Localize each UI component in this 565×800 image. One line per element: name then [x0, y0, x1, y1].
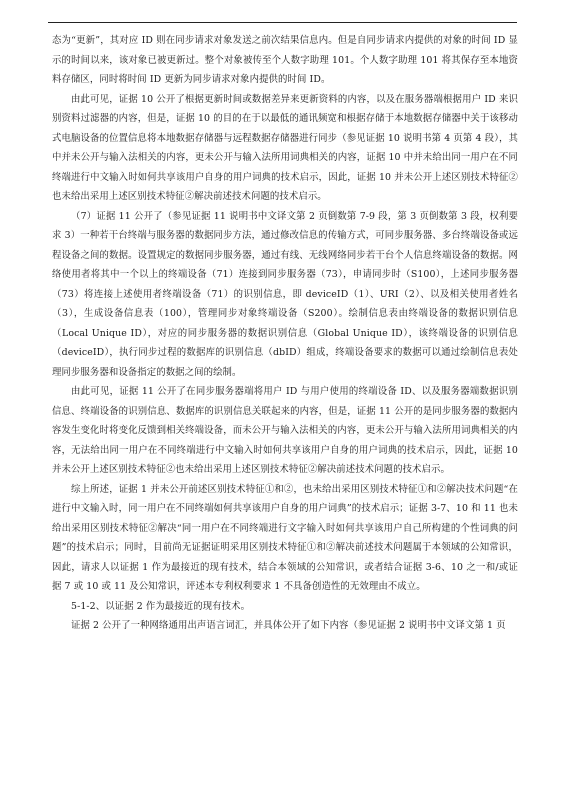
header-rule — [48, 22, 517, 23]
section-heading: 5-1-2、以证据 2 作为最接近的现有技术。 — [71, 600, 251, 612]
paragraph-1: 态为“更新”，其对应 ID 则在同步请求对象发送之前次结果信息内。但是自同步请求内提供的对象的时间 ID 显示的时间以来，该对象已被更新过。整个对象被传至个人数字助理 101。个人数字助理 101 将其保存至本地资料存储区，同时将时间 ID 更新为同步请求对象内提供的时间 ID。 — [52, 35, 518, 85]
paragraph-6: 证据 2 公开了一种网络通用出声语言词汇，并具体公开了如下内容（参见证据 2 说明书中文译文第 1 页 — [71, 620, 506, 631]
paragraph-3: （7）证据 11 公开了（参见证据 11 说明书中文译文第 2 页倒数第 7-9 段，第 3 页倒数第 3 段，权利要求 3）一种若干台终端与服务器的数据同步方法，通过修改信息的传输方式，可同步服务器、多台终端设备或远程设备之间的数据。设置规定的数据同步服务器，通过有线、无线网络同步若干台个人信息终端设备的数据。网络使用者将其中一个以上的终端设备（71）连接到同步服务器（73），申请同步时（S100），上述同步服务器（73）将连接上述使用者终端设备（71）的识别信息，即 deviceID（1）、URI（2）、以及相关使用者姓名（3），生成设备信息表（100），管理同步对象终端设备（S200）。绘制信息表由终端设备的数据识别信息（Local Unique ID），对应的同步服务器的数据识别信息（Global Unique ID），该终端设备的识别信息（deviceID），执行同步过程的数据库的识别信息（dbID）组成，终端设备要求的数据可以通过绘制信息表处理同步服务器和设备指定的数据之间的绘制。 — [52, 210, 518, 378]
paragraph-2: 由此可见，证据 10 公开了根据更新时间或数据差异来更新资料的内容，以及在服务器端根据用户 ID 来识别资料过滤器的内容，但是，证据 10 的目的在于以最低的通讯频宽和根据存储于本地数据存储器中关于该移动式电脑设备的位置信息将本地数据存储器与远程数据存储器进行同步（参见证据 10 说明书第 4 页第 4 段），其中并未公开与输入法相关的内容，更未公开与输入法所用词典相关的内容，证据 10 中并未给出同一用户在不同终端进行中文输入时如何共享该用户自身的用户词典的技术启示，因此，证据 10 并未公开上述区别技术特征②也未给出采用上述区别技术特征②解决前述技术问题的技术启示。 — [52, 93, 518, 202]
document-body — [52, 31, 518, 636]
paragraph-5: 综上所述，证据 1 并未公开前述区别技术特征①和②，也未给出采用区别技术特征①和②解决技术问题“在进行中文输入时，同一用户在不同终端如何共享该用户自身的用户词典”的技术启示；证据 3-7、10 和 11 也未给出采用区别技术特征②解决“同一用户在不同终端进行文字输入时如何共享该用户自己所构建的个性词典的问题”的技术启示；同时，目前尚无证据证明采用区别技术特征①和②解决前述技术问题属于本领域的公知常识，因此，请求人以证据 1 作为最接近的现有技术，结合本领域的公知常识，或者结合证据 3-6、10 之一和/或证据 7 或 10 或 11 及公知常识，评述本专利权利要求 1 不具备创造性的无效理由不成立。 — [52, 483, 518, 592]
paragraph-4: 由此可见，证据 11 公开了在同步服务器端将用户 ID 与用户使用的终端设备 ID、以及服务器端数据识别信息、终端设备的识别信息、数据库的识别信息关联起来的内容，但是，证据 11 公开的是同步服务器的数据内容发生变化时将变化反馈到相关终端设备，而未公开与输入法相关的内容，更未公开与输入法所用词典相关的内容，无法给出同一用户在不同终端进行中文输入时如何共享该用户自身的用户词典的技术启示，因此，证据 10 并未公开上述区别技术特征②也未给出采用上述区别技术特征②解决前述技术问题的技术启示。 — [52, 386, 518, 475]
